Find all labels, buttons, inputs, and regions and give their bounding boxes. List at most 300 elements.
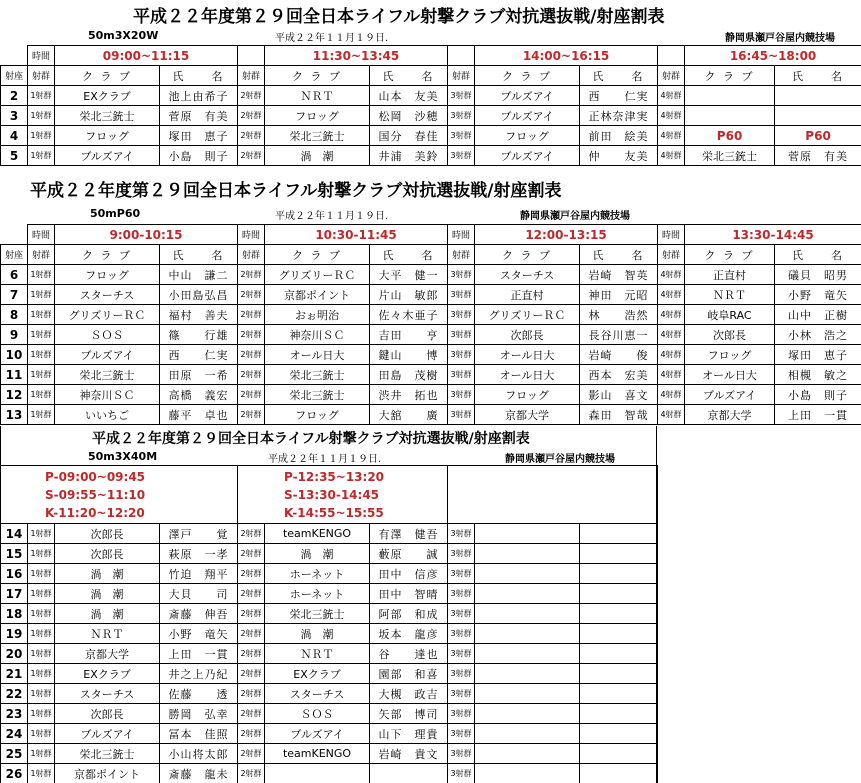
relay-group: 2射群 (238, 564, 265, 584)
lane-number: 3 (1, 106, 28, 126)
sheet-title-3x40: 平成２２年度第２９回全日本ライフル射撃クラブ対抗選抜戦/射座割表 (92, 431, 530, 447)
club-cell: 渦 潮 (55, 584, 160, 604)
club-cell: teamKENGO (265, 744, 370, 764)
lane-number: 25 (1, 744, 28, 764)
name-header: 氏 名 (370, 66, 448, 86)
club-cell: 渦 潮 (55, 604, 160, 624)
time-header: 時間 (28, 225, 55, 245)
relay-group: 3射群 (448, 524, 475, 544)
table-row (1, 285, 861, 305)
shooter-name: P60 (775, 126, 861, 146)
table-row (1, 584, 658, 604)
club-cell: 正直村 (475, 285, 580, 305)
venue: 静岡県瀬戸谷屋内競技場 (505, 454, 615, 465)
name-header: 氏 名 (370, 245, 448, 265)
club-cell: オール日大 (685, 365, 775, 385)
relay-group: 2射群 (238, 684, 265, 704)
shooter-name: 松岡 沙穂 (370, 106, 448, 126)
relay-group: 3射群 (448, 664, 475, 684)
shooter-name: 井浦 美鈴 (370, 146, 448, 166)
shooter-name: 岩崎 智英 (580, 265, 658, 285)
relay-group: 1射群 (28, 604, 55, 624)
relay-group: 2射群 (238, 764, 265, 783)
club-cell: フロッグ (265, 405, 370, 425)
relay-group: 2射群 (238, 345, 265, 365)
club-cell: 渦 潮 (55, 564, 160, 584)
relay-group: 3射群 (448, 764, 475, 783)
table-row (1, 305, 861, 325)
relay-group: 4射群 (658, 385, 685, 405)
club-cell (475, 684, 580, 704)
club-cell: ブルズアイ (685, 385, 775, 405)
relay-time: S-09:55~11:10 (45, 488, 146, 502)
table-row (1, 744, 658, 764)
shooter-name (580, 724, 658, 744)
table-row (1, 724, 658, 744)
relay-time: P-12:35~13:20 (284, 470, 385, 484)
relay-group: 3射群 (448, 305, 475, 325)
relay-group: 2射群 (238, 305, 265, 325)
shooter-name: 神田 元昭 (580, 285, 658, 305)
shooter-name: 池上由希子 (160, 86, 238, 106)
relay-group: 4射群 (658, 325, 685, 345)
shooter-name (775, 106, 861, 126)
club-cell: ホーネット (265, 584, 370, 604)
club-cell (685, 106, 775, 126)
shooter-name: 菅原 有美 (160, 106, 238, 126)
club-cell: 京都ポイント (55, 764, 160, 783)
name-header: 氏 名 (580, 245, 658, 265)
sheet-title-3x20: 平成２２年度第２９回全日本ライフル射撃クラブ対抗選抜戦/射座割表 (133, 7, 665, 27)
shooter-name: 吉田 亨 (370, 325, 448, 345)
relay-group: 3射群 (448, 86, 475, 106)
club-cell: フロッグ (475, 385, 580, 405)
club-cell: 神奈川ＳＣ (55, 385, 160, 405)
club-cell: P60 (685, 126, 775, 146)
shooter-name: 影山 喜文 (580, 385, 658, 405)
relay-group: 1射群 (28, 405, 55, 425)
time-header: 時間 (448, 225, 475, 245)
shooter-name: 有澤 健吾 (370, 524, 448, 544)
club-cell: 栄北三銃士 (265, 365, 370, 385)
club-cell: 栄北三銃士 (265, 604, 370, 624)
club-cell: オール日大 (475, 345, 580, 365)
club-cell: 渦 潮 (265, 544, 370, 564)
club-cell: 次郎長 (685, 325, 775, 345)
club-cell: グリズリーＲＣ (475, 305, 580, 325)
shooter-name: 阿部 和成 (370, 604, 448, 624)
relay-group: 1射群 (28, 764, 55, 783)
relay-group: 2射群 (238, 724, 265, 744)
lane-number: 13 (1, 405, 28, 425)
club-cell: スターチス (55, 285, 160, 305)
shooter-name: 西本 宏美 (580, 365, 658, 385)
club-cell: 次郎長 (55, 704, 160, 724)
shooter-name: 園部 和喜 (370, 664, 448, 684)
relay-group: 4射群 (658, 365, 685, 385)
shooter-name: 田島 茂樹 (370, 365, 448, 385)
relay-group: 1射群 (28, 624, 55, 644)
shooter-name (580, 764, 658, 783)
club-cell: ブルズアイ (475, 146, 580, 166)
club-cell: 次郎長 (55, 544, 160, 564)
relay-group: 3射群 (448, 704, 475, 724)
club-header: ク ラ ブ (55, 66, 160, 86)
club-cell: 栄北三銃士 (265, 385, 370, 405)
table-row (1, 544, 658, 564)
shaza-header: 射座 (1, 66, 28, 86)
shooter-name: 斎藤 伸吾 (160, 604, 238, 624)
club-cell: ブルズアイ (55, 345, 160, 365)
shagun-header: 射群 (28, 66, 55, 86)
shagun-header: 射群 (238, 245, 265, 265)
slot-time: 16:45~18:00 (685, 46, 861, 66)
slot-time: 13:30-14:45 (685, 225, 861, 245)
shooter-name: 上田 一貫 (775, 405, 861, 425)
table-3x20 (0, 45, 861, 166)
club-cell: 正直村 (685, 265, 775, 285)
shooter-name: 前田 絵美 (580, 126, 658, 146)
lane-number: 24 (1, 724, 28, 744)
club-header: ク ラ ブ (475, 66, 580, 86)
shagun-header: 射群 (238, 66, 265, 86)
club-cell (685, 86, 775, 106)
lane-number: 6 (1, 265, 28, 285)
club-cell: おぉ明治 (265, 305, 370, 325)
slot-time: 10:30-11:45 (265, 225, 448, 245)
name-header: 氏 名 (775, 245, 861, 265)
shooter-name: 山下 理貴 (370, 724, 448, 744)
table-row (1, 365, 861, 385)
table-row (1, 385, 861, 405)
time-header: 時間 (238, 225, 265, 245)
shooter-name: 萩原 一孝 (160, 544, 238, 564)
lane-number: 8 (1, 305, 28, 325)
club-cell: 渦 潮 (265, 146, 370, 166)
club-cell: スターチス (55, 684, 160, 704)
shooter-name: 塚田 恵子 (775, 345, 861, 365)
shooter-name: 山中 正樹 (775, 305, 861, 325)
lane-number: 12 (1, 385, 28, 405)
lane-number: 11 (1, 365, 28, 385)
relay-group: 2射群 (238, 325, 265, 345)
shooter-name: 福村 善夫 (160, 305, 238, 325)
shooter-name: 岩崎 貴文 (370, 744, 448, 764)
club-cell: スターチス (265, 684, 370, 704)
shooter-name: 篠 行雄 (160, 325, 238, 345)
club-cell (475, 744, 580, 764)
venue: 静岡県瀬戸谷屋内競技場 (725, 33, 835, 44)
relay-group: 1射群 (28, 285, 55, 305)
relay-group: 1射群 (28, 146, 55, 166)
table-row (1, 265, 861, 285)
club-cell: 渦 潮 (265, 624, 370, 644)
shooter-name: 澤戸 覚 (160, 524, 238, 544)
shooter-name: 上田 一貫 (160, 644, 238, 664)
relay-group: 3射群 (448, 724, 475, 744)
club-cell: フロッグ (55, 126, 160, 146)
club-cell: EXクラブ (55, 664, 160, 684)
club-cell: 栄北三銃士 (265, 126, 370, 146)
sheet-title-p60: 平成２２年度第２９回全日本ライフル射撃クラブ対抗選抜戦/射座割表 (30, 181, 562, 201)
club-cell (475, 524, 580, 544)
shooter-name: 鍵山 博 (370, 345, 448, 365)
club-header: ク ラ ブ (55, 245, 160, 265)
relay-group: 4射群 (658, 106, 685, 126)
relay-group: 1射群 (28, 544, 55, 564)
club-cell: オール日大 (475, 365, 580, 385)
club-cell: フロッグ (265, 106, 370, 126)
club-cell: オール日大 (265, 345, 370, 365)
slot-time: 9:00-10:15 (55, 225, 238, 245)
club-cell: ブルズアイ (475, 86, 580, 106)
club-header: ク ラ ブ (265, 245, 370, 265)
relay-group: 3射群 (448, 405, 475, 425)
club-cell: 京都大学 (685, 405, 775, 425)
relay-group: 1射群 (28, 305, 55, 325)
relay-group: 1射群 (28, 126, 55, 146)
table-row (1, 106, 861, 126)
relay-group: 2射群 (238, 265, 265, 285)
table-row (1, 664, 658, 684)
shooter-name: 岩崎 俊 (580, 345, 658, 365)
shooter-name: 田中 智晴 (370, 584, 448, 604)
relay-group: 3射群 (448, 744, 475, 764)
table-3x40 (0, 465, 658, 783)
relay-group: 4射群 (658, 305, 685, 325)
shooter-name (580, 524, 658, 544)
table-p60 (0, 224, 861, 425)
event-label-3x40: 50m3X40M (88, 450, 158, 463)
club-cell (475, 624, 580, 644)
club-cell: ＮＲＴ (265, 86, 370, 106)
shagun-header: 射群 (658, 245, 685, 265)
relay-group: 4射群 (658, 405, 685, 425)
relay-group: 2射群 (238, 544, 265, 564)
club-cell: 次郎長 (55, 524, 160, 544)
shooter-name: 高橋 義宏 (160, 385, 238, 405)
lane-number: 4 (1, 126, 28, 146)
relay-time: K-14:55~15:55 (284, 506, 384, 520)
club-cell: フロッグ (685, 345, 775, 365)
relay-group: 2射群 (238, 86, 265, 106)
shooter-name: 藤平 卓也 (160, 405, 238, 425)
shooter-name: 森田 智哉 (580, 405, 658, 425)
shooter-name: 藪原 誠 (370, 544, 448, 564)
relay-group: 3射群 (448, 564, 475, 584)
club-cell: 栄北三銃士 (55, 365, 160, 385)
lane-number: 14 (1, 524, 28, 544)
club-cell (475, 764, 580, 783)
relay-group: 2射群 (238, 604, 265, 624)
club-cell (475, 644, 580, 664)
relay-group: 2射群 (238, 106, 265, 126)
relay-group: 1射群 (28, 524, 55, 544)
relay-group: 3射群 (448, 285, 475, 305)
relay-group: 3射群 (448, 345, 475, 365)
lane-number: 21 (1, 664, 28, 684)
club-cell: 神奈川ＳＣ (265, 325, 370, 345)
shooter-name: 西 仁実 (580, 86, 658, 106)
club-cell: ブルズアイ (55, 146, 160, 166)
club-cell: いいちご (55, 405, 160, 425)
lane-number: 9 (1, 325, 28, 345)
lane-number: 22 (1, 684, 28, 704)
shooter-name: 井之上乃紀 (160, 664, 238, 684)
lane-number: 23 (1, 704, 28, 724)
shooter-name (370, 764, 448, 783)
club-cell: 栄北三銃士 (55, 106, 160, 126)
relay-group: 1射群 (28, 744, 55, 764)
relay-group: 3射群 (448, 265, 475, 285)
divider-line (656, 426, 657, 783)
club-cell (475, 584, 580, 604)
venue: 静岡県瀬戸谷屋内競技場 (520, 211, 630, 222)
relay-group: 2射群 (238, 704, 265, 724)
relay-group: 1射群 (28, 325, 55, 345)
table-row (1, 764, 658, 783)
club-cell: EXクラブ (265, 664, 370, 684)
relay-group: 4射群 (658, 126, 685, 146)
event-date: 平成２２年１１月１９日. (268, 454, 382, 465)
club-cell: ＳＯＳ (265, 704, 370, 724)
shooter-name: 小島 則子 (775, 385, 861, 405)
shooter-name: 大舘 廣 (370, 405, 448, 425)
relay-group: 2射群 (238, 365, 265, 385)
table-row (1, 624, 658, 644)
time-block-2 (238, 466, 448, 524)
relay-group: 4射群 (658, 285, 685, 305)
shooter-name: 塚田 恵子 (160, 126, 238, 146)
relay-group: 3射群 (448, 325, 475, 345)
shooter-name: 谷 達也 (370, 644, 448, 664)
lane-number: 15 (1, 544, 28, 564)
club-cell: 栄北三銃士 (55, 744, 160, 764)
shooter-name: 斎藤 龍未 (160, 764, 238, 783)
shooter-name: 渋井 拓也 (370, 385, 448, 405)
shooter-name: 小山将太郎 (160, 744, 238, 764)
relay-time: P-09:00~09:45 (45, 470, 146, 484)
relay-group: 3射群 (448, 106, 475, 126)
shooter-name: 田原 一希 (160, 365, 238, 385)
shooter-name: 坂本 龍彦 (370, 624, 448, 644)
club-cell (475, 604, 580, 624)
shooter-name (580, 664, 658, 684)
club-cell: ＮＲＴ (55, 624, 160, 644)
shooter-name: 正林奈津実 (580, 106, 658, 126)
name-header: 氏 名 (160, 66, 238, 86)
time-header: 時間 (658, 225, 685, 245)
club-cell: 京都大学 (475, 405, 580, 425)
lane-number: 5 (1, 146, 28, 166)
club-header: ク ラ ブ (475, 245, 580, 265)
shooter-name: 小野 竜矢 (775, 285, 861, 305)
shooter-name: 大平 健一 (370, 265, 448, 285)
table-row (1, 704, 658, 724)
shooter-name: 国分 春佳 (370, 126, 448, 146)
shooter-name: 佐藤 透 (160, 684, 238, 704)
shooter-name: 相槻 敏之 (775, 365, 861, 385)
shooter-name (580, 564, 658, 584)
relay-group: 1射群 (28, 724, 55, 744)
table-row (1, 644, 658, 664)
club-cell: ＮＲＴ (685, 285, 775, 305)
relay-group: 3射群 (448, 385, 475, 405)
name-header: 氏 名 (160, 245, 238, 265)
relay-group: 2射群 (238, 744, 265, 764)
shooter-name: 仲 友美 (580, 146, 658, 166)
club-cell: ホーネット (265, 564, 370, 584)
club-cell (475, 564, 580, 584)
table-row (1, 146, 861, 166)
club-cell: ＮＲＴ (265, 644, 370, 664)
table-row (1, 604, 658, 624)
table-row (1, 405, 861, 425)
club-cell (475, 664, 580, 684)
club-cell: スターチス (475, 265, 580, 285)
shooter-name (580, 604, 658, 624)
shooter-name (580, 704, 658, 724)
lane-number: 7 (1, 285, 28, 305)
lane-number: 17 (1, 584, 28, 604)
shagun-header: 射群 (448, 245, 475, 265)
relay-group: 3射群 (448, 684, 475, 704)
relay-group: 1射群 (28, 86, 55, 106)
relay-time: S-13:30-14:45 (284, 488, 380, 502)
club-cell: グリズリーＲＣ (265, 265, 370, 285)
event-label-3x20: 50m3X20W (88, 29, 159, 42)
event-date: 平成２２年１１月１９日. (275, 211, 389, 222)
relay-time: K-11:20~12:20 (45, 506, 145, 520)
table-row (1, 684, 658, 704)
club-cell: グリズリーＲＣ (55, 305, 160, 325)
shooter-name: 中山 謙二 (160, 265, 238, 285)
shooter-name (580, 684, 658, 704)
club-cell (475, 724, 580, 744)
relay-group: 2射群 (238, 146, 265, 166)
relay-group: 2射群 (238, 285, 265, 305)
relay-group: 2射群 (238, 644, 265, 664)
relay-group: 1射群 (28, 704, 55, 724)
club-cell: 京都大学 (55, 644, 160, 664)
divider-line (0, 426, 1, 783)
shooter-name (580, 744, 658, 764)
relay-group: 1射群 (28, 106, 55, 126)
shooter-name (580, 624, 658, 644)
relay-group: 1射群 (28, 345, 55, 365)
shooter-name (580, 544, 658, 564)
shagun-header: 射群 (658, 66, 685, 86)
club-cell: EXクラブ (55, 86, 160, 106)
shooter-name: 竹迫 翔平 (160, 564, 238, 584)
relay-group: 2射群 (238, 524, 265, 544)
relay-group: 2射群 (238, 624, 265, 644)
relay-group: 3射群 (448, 544, 475, 564)
shooter-name: 田中 信彦 (370, 564, 448, 584)
club-cell: 次郎長 (475, 325, 580, 345)
relay-group: 3射群 (448, 126, 475, 146)
shooter-name (580, 584, 658, 604)
club-cell (265, 764, 370, 783)
relay-group: 1射群 (28, 385, 55, 405)
club-cell: 岐阜RAC (685, 305, 775, 325)
name-header: 氏 名 (580, 66, 658, 86)
relay-group: 3射群 (448, 584, 475, 604)
lane-number: 16 (1, 564, 28, 584)
club-header: ク ラ ブ (685, 66, 775, 86)
shagun-header: 射群 (28, 245, 55, 265)
relay-group: 2射群 (238, 385, 265, 405)
